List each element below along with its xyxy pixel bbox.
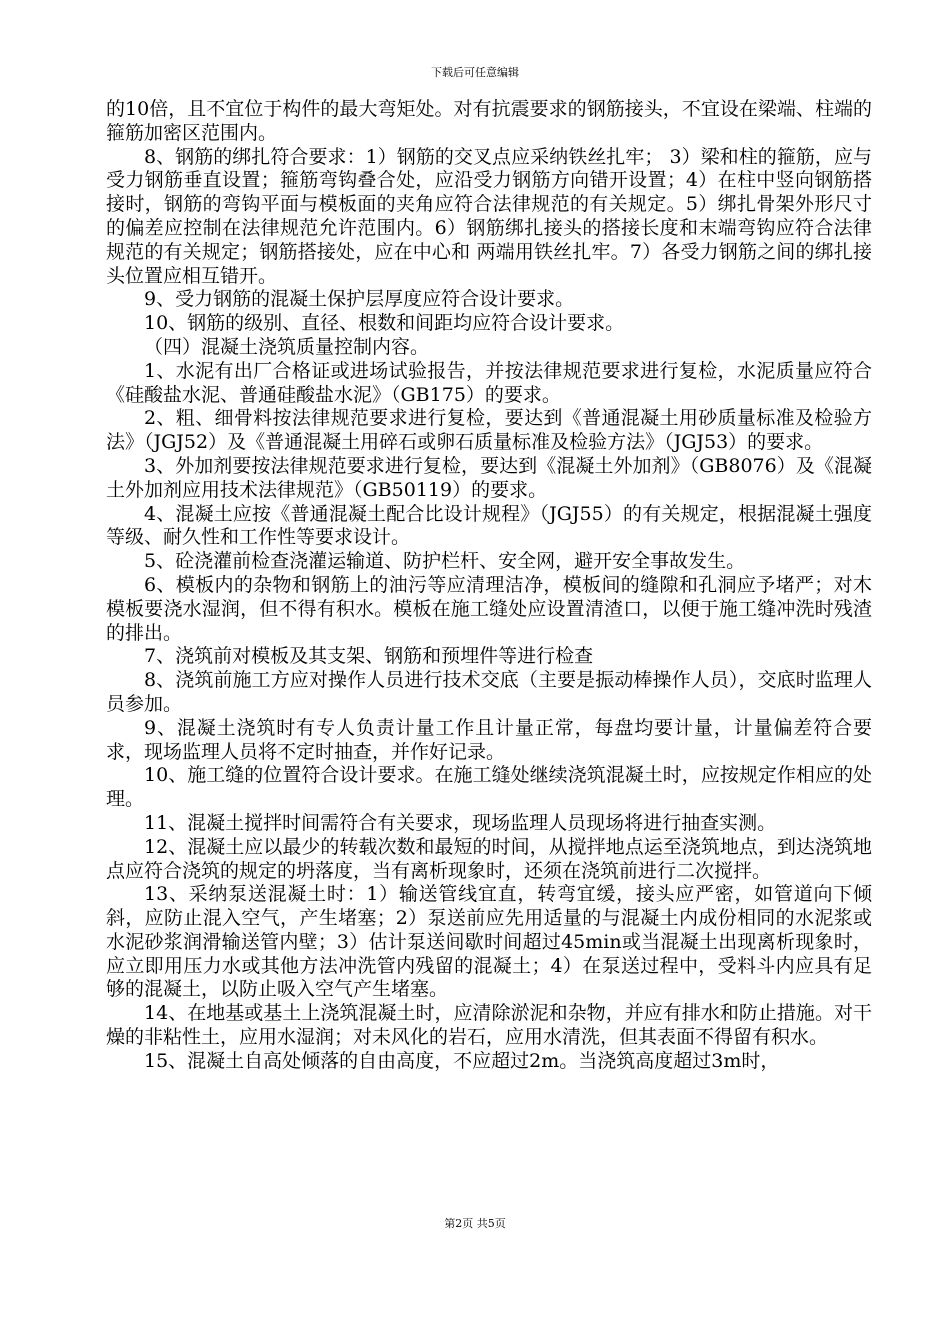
paragraph: 15、混凝土自高处倾落的自由高度，不应超过2m。当浇筑高度超过3m时， bbox=[144, 1049, 780, 1072]
paragraph: 14、在地基或基土上浇筑混凝土时，应清除淤泥和杂物，并应有排水和防止措施。对干燥的非粘性土，应用水湿润；对未风化的岩石，应用水清洗，但其表面不得留有积水。 bbox=[106, 1002, 872, 1049]
page-footer: 第2页 共5页 bbox=[444, 1217, 506, 1230]
paragraph: 的10倍，且不宜位于构件的最大弯矩处。对有抗震要求的钢筋接头，不宜设在梁端、柱端的箍筋加密区范围内。 bbox=[106, 98, 872, 144]
paragraph: 11、混凝土搅拌时间需符合有关要求，现场监理人员现场将进行抽查实测。 bbox=[144, 811, 777, 834]
document-body bbox=[106, 98, 872, 1074]
paragraph: 5、砼浇灌前检查浇灌运输道、防护栏杆、安全网，避开安全事故发生。 bbox=[144, 550, 746, 573]
paragraph: 10、钢筋的级别、直径、根数和间距均应符合设计要求。 bbox=[144, 312, 625, 335]
paragraph: 8、钢筋的绑扎符合要求：1）钢筋的交叉点应采纳铁丝扎牢； 3）梁和柱的箍筋，应与受力钢筋垂直设置；箍筋弯钩叠合处，应沿受力钢筋方向错开设置；4）在柱中竖向钢筋搭接时，钢筋的弯钩平面与模板面的夹角应符合法律规范的有关规定。5）绑扎骨架外形尺寸的偏差应控制在法律规范允许范围内。6）钢筋绑扎接头的搭接长度和末端弯钩应符合法律规范的有关规定；钢筋搭接处，应在中心和 两端用铁丝扎牢。7）各受力钢筋之间的绑扎接头位置应相互错开。 bbox=[106, 145, 872, 287]
paragraph: 3、外加剂要按法律规范要求进行复检，要达到《混凝土外加剂》（GB8076）及《混凝土外加剂应用技术法律规范》（GB50119）的要求。 bbox=[106, 454, 872, 501]
paragraph: 13、采纳泵送混凝土时：1）输送管线宜直，转弯宜缓，接头应严密，如管道向下倾斜，应防止混入空气，产生堵塞；2）泵送前应先用适量的与混凝土内成份相同的水泥浆或水泥砂浆润滑输送管内壁；3）估计泵送间歇时间超过45min或当混凝土出现离析现象时，应立即用压力水或其他方法冲洗管内残留的混凝土；4）在泵送过程中，受料斗内应具有足够的混凝土，以防止吸入空气产生堵塞。 bbox=[106, 883, 872, 1001]
paragraph: 10、施工缝的位置符合设计要求。在施工缝处继续浇筑混凝土时，应按规定作相应的处理。 bbox=[106, 764, 872, 811]
paragraph: 2、粗、细骨料按法律规范要求进行复检，要达到《普通混凝土用砂质量标准及检验方法》（JGJ52）及《普通混凝土用碎石或卵石质量标准及检验方法》（JGJ53）的要求。 bbox=[106, 407, 872, 454]
paragraph: 1、水泥有出厂合格证或进场试验报告，并按法律规范要求进行复检，水泥质量应符合《硅酸盐水泥、普通硅酸盐水泥》（GB175）的要求。 bbox=[106, 359, 872, 406]
section-heading: （四）混凝土浇筑质量控制内容。 bbox=[144, 335, 430, 358]
paragraph: 12、混凝土应以最少的转载次数和最短的时间，从搅拌地点运至浇筑地点，到达浇筑地点应符合浇筑的规定的坍落度，当有离析现象时，还须在浇筑前进行二次搅拌。 bbox=[106, 835, 872, 882]
paragraph: 9、受力钢筋的混凝土保护层厚度应符合设计要求。 bbox=[144, 288, 575, 311]
paragraph: 9、混凝土浇筑时有专人负责计量工作且计量正常，每盘均要计量，计量偏差符合要求，现场监理人员将不定时抽查，并作好记录。 bbox=[106, 716, 872, 763]
paragraph: 7、浇筑前对模板及其支架、钢筋和预埋件等进行检查 bbox=[144, 645, 594, 668]
page-header: 下载后可任意编辑 bbox=[431, 66, 519, 79]
paragraph: 4、混凝土应按《普通混凝土配合比设计规程》（JGJ55）的有关规定，根据混凝土强度等级、耐久性和工作性等要求设计。 bbox=[106, 502, 872, 549]
paragraph: 6、模板内的杂物和钢筋上的油污等应清理洁净，模板间的缝隙和孔洞应予堵严；对木模板要浇水湿润，但不得有积水。模板在施工缝处应设置清渣口，以便于施工缝冲洗时残渣的排出。 bbox=[106, 573, 872, 644]
paragraph: 8、浇筑前施工方应对操作人员进行技术交底（主要是振动棒操作人员），交底时监理人员参加。 bbox=[106, 669, 872, 715]
